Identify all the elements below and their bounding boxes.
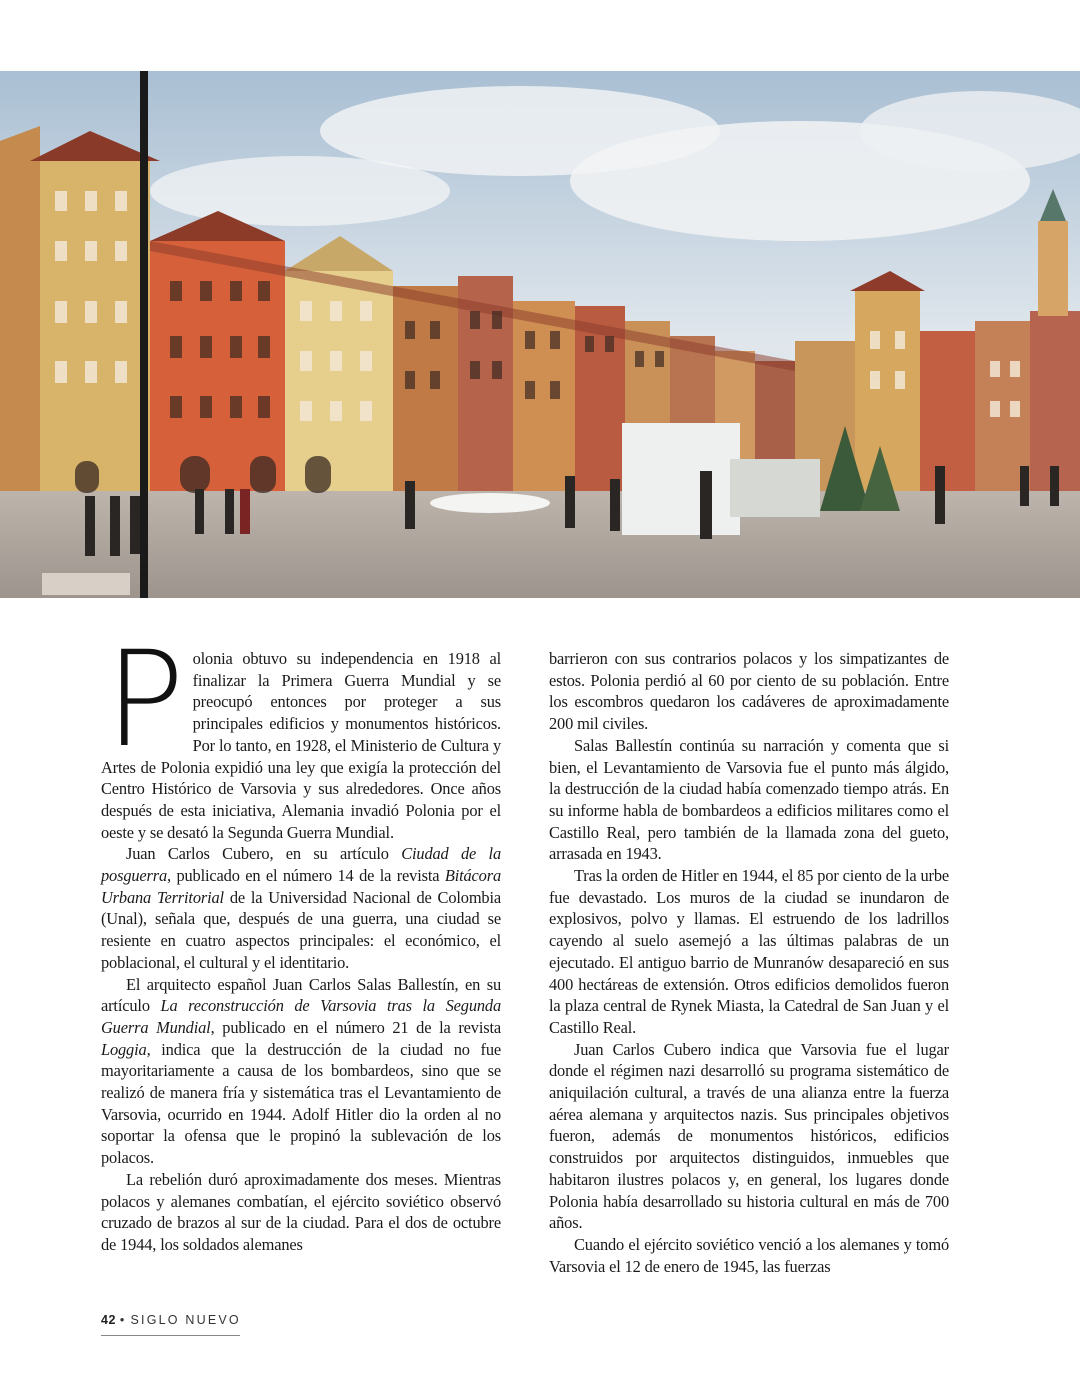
journal-title-italic: Bitácora Urbana Territorial bbox=[101, 866, 501, 907]
paragraph: barrieron con sus contrarios polacos y los simpatizantes de estos. Polonia perdió al 60 por ciento de su población. Entre los escombros quedaron los cadáveres de aproximadamente 200 mil civiles. bbox=[549, 649, 949, 734]
footer-separator: • bbox=[119, 1313, 127, 1327]
paragraph bbox=[101, 843, 501, 973]
paragraph: La rebelión duró aproximadamente dos meses. Mientras polacos y alemanes combatían, el ejército soviético observó cruzado de brazos al sur de la ciudad. Para el dos de octubre de 1944, los soldados alemanes bbox=[101, 1169, 501, 1254]
paragraph: Juan Carlos Cubero indica que Varsovia fue el lugar donde el régimen nazi desarrolló su programa sistemático de aniquilación cultural, a través de una alianza entre la fuerza aérea alemana y arquitectos nazis. Sus principales objetivos fueron, además de monumentos históricos, edificios construidos por arquitectos distinguidos, inmuebles que habitaron ilustres polacos y, en general, los lugares donde Polonia había desarrollado su historia cultural en más de 700 años. bbox=[549, 1039, 949, 1233]
article-columns bbox=[101, 623, 949, 1277]
paragraph-text: olonia obtuvo su independencia en 1918 al finalizar la Primera Guerra Mundial y se preocupó entonces por proteger a sus principales edificios y monumentos históricos. Por lo tanto, en 1928, el Ministerio de Cultura y Artes de Polonia expidió una ley que exigía la protección del Centro Histórico de Varsovia y sus alrededores. Once años después de esta iniciativa, Alemania invadió Polonia por el oeste y se desató la Segunda Guerra Mundial. bbox=[101, 649, 501, 842]
magazine-name: SIGLO NUEVO bbox=[130, 1313, 241, 1327]
paragraph bbox=[101, 974, 501, 1169]
footer-rule bbox=[101, 1335, 240, 1336]
paragraph-text: El arquitecto español Juan Carlos Salas Ballestín, en su artículo bbox=[101, 974, 501, 1016]
dropcap: P bbox=[105, 623, 185, 777]
article-title-italic: Ciudad de la posguerra bbox=[101, 844, 501, 886]
paragraph: Cuando el ejército soviético venció a los alemanes y tomó Varsovia el 12 de enero de 1945, las fuerzas bbox=[549, 1234, 949, 1276]
paragraph: Salas Ballestín continúa su narración y comenta que si bien, el Levantamiento de Varsovia fue el punto más álgido, la destrucción de la ciudad había comenzado tiempo atrás. En su informe habla de bombardeos a edificios militares como el Castillo Real, pero también de la llamada zona del gueto, arrasada en 1943. bbox=[549, 735, 949, 864]
page-footer bbox=[101, 1313, 241, 1327]
article-title-italic: La reconstrucción de Varsovia tras la Segunda Guerra Mundial bbox=[101, 996, 501, 1037]
paragraph-text: , publicado en el número 14 de la revista bbox=[167, 866, 445, 886]
hero-photo bbox=[0, 71, 1080, 598]
warsaw-old-town-square-photo bbox=[0, 71, 1080, 598]
paragraph-text: , indica que la destrucción de la ciudad no fue mayoritariamente a causa de los bombardeos, sino que se realizó de manera fría y sistemática tras el Levantamiento de Varsovia, ocurrido en 1944. Adolf Hitler dio la orden al no soportar la ofensa que le propinó la sublevación de los polacos. bbox=[101, 1039, 501, 1168]
paragraph: Tras la orden de Hitler en 1944, el 85 por ciento de la urbe fue devastado. Los muros de la ciudad se inundaron de explosivos, polvo y llamas. El estruendo de los ladrillos cayendo al suelo asemejó a las últimas palabras de un ejecutado. El antiguo barrio de Munranów desapareció en sus 400 hectáreas de extensión. Otros edificios demolidos fueron la plaza central de Rynek Miasta, la Catedral de San Juan y el Castillo Real. bbox=[549, 866, 949, 1037]
paragraph bbox=[101, 623, 501, 843]
paragraph-text: Juan Carlos Cubero, en su artículo bbox=[126, 844, 402, 864]
article-column-right bbox=[549, 648, 949, 1277]
page-number: 42 bbox=[101, 1313, 116, 1327]
paragraph-text: , publicado en el número 21 de la revista bbox=[210, 1017, 501, 1037]
paragraph-text: de la Universidad Nacional de Colombia (Unal), señala que, después de una guerra, una ciudad se resiente en cuatro aspectos principales: el económico, el poblacional, el cultural y el identitario. bbox=[101, 887, 501, 972]
article-column-left bbox=[101, 623, 501, 1277]
journal-title-italic: Loggia bbox=[101, 1039, 147, 1059]
